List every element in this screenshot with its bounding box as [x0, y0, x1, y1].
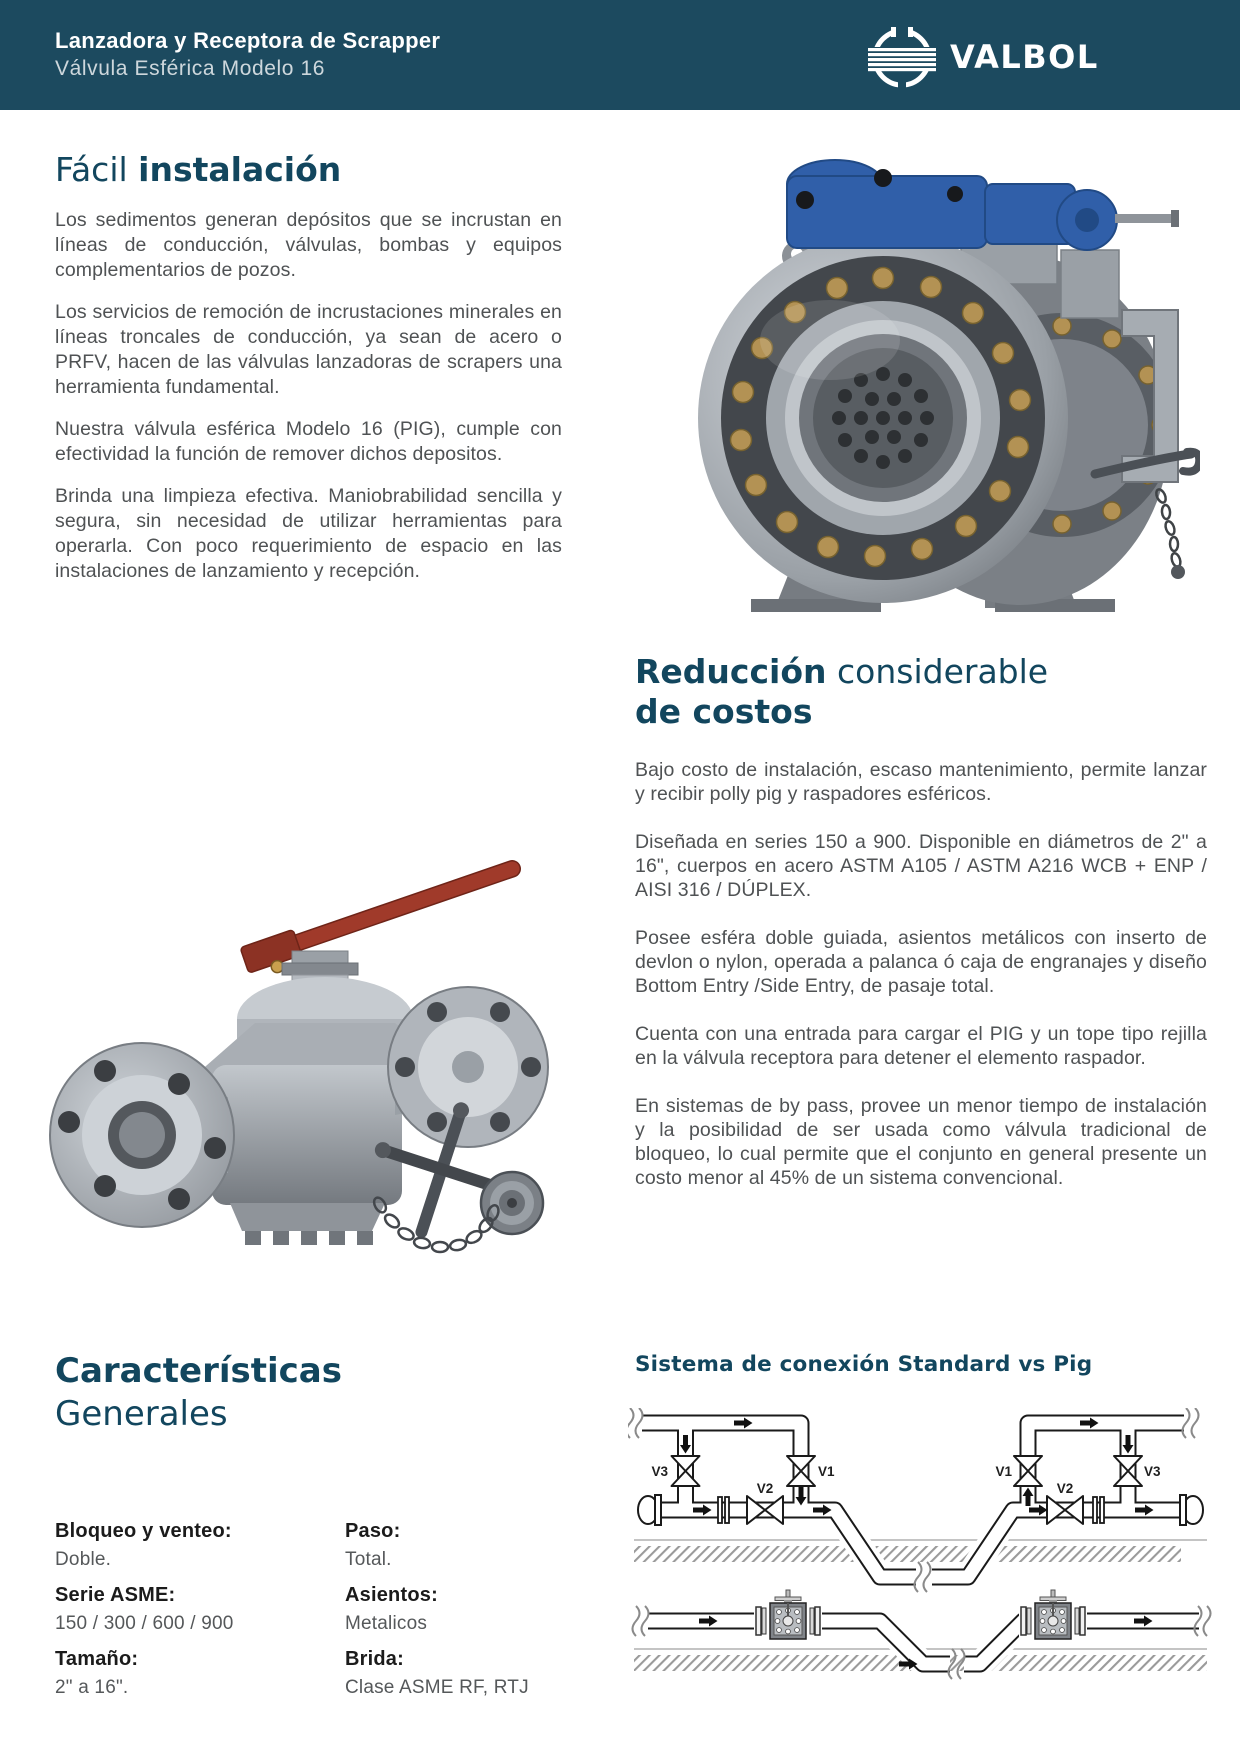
install-title [55, 150, 562, 190]
features-title [55, 1350, 515, 1436]
valbol-logo-icon [866, 21, 938, 93]
lever-valve-illustration [40, 735, 560, 1255]
install-paragraph: Brinda una limpieza efectiva. Maniobrabilidad sencilla y segura, sin necesidad de utilizar herramientas para operarla. Con poco requerimiento de espacio en las instalaciones de lanzamiento y recepción. [55, 485, 562, 582]
brand-logo [866, 21, 1099, 93]
valve-label-v3: V3 [1144, 1464, 1161, 1479]
features-title-bold: Características [55, 1351, 342, 1391]
section-facil-instalacion [55, 150, 562, 601]
spec-label: Bloqueo y venteo: [55, 1520, 232, 1542]
spec-value: Metalicos [345, 1613, 428, 1634]
spec-item [55, 1520, 345, 1571]
spec-value: Clase ASME RF, RTJ [345, 1677, 529, 1698]
spec-item [345, 1584, 555, 1635]
spec-item [55, 1584, 345, 1635]
spec-label: Serie ASME: [55, 1584, 176, 1606]
costs-paragraph: En sistemas de by pass, provee un menor tiempo de instalación y la posibilidad de ser usada como válvula tradicional de bloqueo, lo cual permite que el conjunto en general presente un costo menor al 45% de un sistema convencional. [635, 1095, 1207, 1189]
section-reduccion-costos [635, 652, 1207, 1214]
costs-paragraph: Diseñada en series 150 a 900. Disponible en diámetros de 2" a 16", cuerpos en acero ASTM A105 / ASTM A216 WCB + ENP / AISI 316 / DÚPLEX. [635, 831, 1207, 901]
valve-label-v2: V2 [756, 1481, 774, 1496]
spec-value: 2" a 16". [55, 1677, 129, 1698]
spec-item [345, 1648, 555, 1699]
costs-title-bold-1: Reducción [635, 652, 827, 691]
spec-item [345, 1520, 555, 1571]
brand-name: VALBOL [950, 38, 1099, 76]
features-title-regular: Generales [55, 1394, 228, 1434]
install-paragraph: Nuestra válvula esférica Modelo 16 (PIG), cumple con efectividad la función de remover dichos depositos. [55, 418, 562, 465]
spec-value: 150 / 300 / 600 / 900 [55, 1613, 234, 1634]
valve-label-v3: V3 [651, 1464, 668, 1479]
spec-value: Doble. [55, 1549, 112, 1570]
valve-label-v1: V1 [995, 1464, 1012, 1479]
costs-title [635, 652, 1207, 732]
spec-list [55, 1520, 555, 1699]
launcher-valve-illustration [625, 140, 1200, 625]
piping-diagram [628, 1408, 1213, 1754]
costs-paragraph: Bajo costo de instalación, escaso mantenimiento, permite lanzar y recibir polly pig y raspadores esféricos. [635, 759, 1207, 805]
spec-item [55, 1648, 345, 1699]
install-paragraph: Los servicios de remoción de incrustaciones minerales en líneas troncales de conducción, ya sean de acero o PRFV, hacen de las válvulas lanzadoras de scrapers una herramienta fundamental. [55, 301, 562, 398]
costs-title-bold-2: de costos [635, 692, 813, 731]
valve-label-v1: V1 [818, 1464, 835, 1479]
costs-paragraph: Cuenta con una entrada para cargar el PIG y un tope tipo rejilla en la válvula receptora para detener el elemento raspador. [635, 1023, 1207, 1069]
page-title: Lanzadora y Receptora de Scrapper [55, 28, 441, 53]
header-bar [0, 0, 1240, 110]
spec-label: Paso: [345, 1520, 401, 1542]
install-paragraph: Los sedimentos generan depósitos que se incrustan en líneas de conducción, válvulas, bombas y equipos complementarios de pozos. [55, 209, 562, 281]
install-title-regular: Fácil [55, 150, 128, 189]
costs-title-regular: considerable [837, 652, 1049, 691]
spec-label: Asientos: [345, 1584, 438, 1606]
spec-label: Tamaño: [55, 1648, 139, 1670]
spec-value: Total. [345, 1549, 392, 1570]
costs-paragraph: Posee esféra doble guiada, asientos metálicos con inserto de devlon o nylon, operada a palanca ó caja de engranajes y diseño Bottom Entry /Side Entry, de pasaje total. [635, 927, 1207, 997]
diagram-title: Sistema de conexión Standard vs Pig [635, 1352, 1093, 1377]
valve-label-v2: V2 [1056, 1481, 1074, 1496]
page-subtitle: Válvula Esférica Modelo 16 [55, 57, 326, 80]
spec-label: Brida: [345, 1648, 404, 1670]
section-caracteristicas [55, 1350, 515, 1452]
install-title-bold: instalación [138, 150, 342, 189]
